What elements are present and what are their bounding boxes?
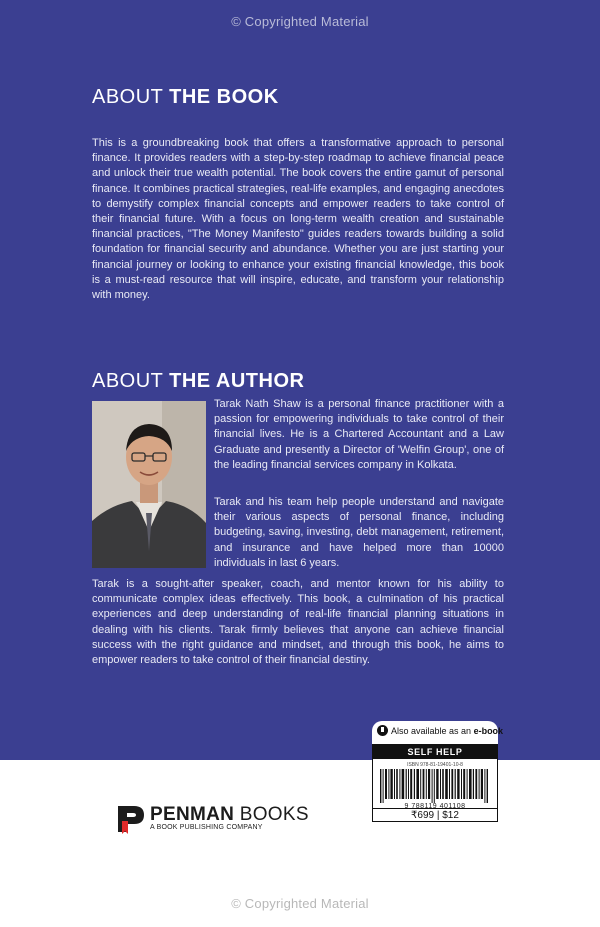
about-book-text: This is a groundbreaking book that offers a transformative approach to personal finance. It provides readers with a step-by-step roadmap to achieve financial peace and unlock their true wealth potential. The book covers the entire gamut of personal finance. It combines practical strategies, real-life examples, and engaging anecdotes to demystify complex financial concepts and empower readers to take control of their financial future. With a focus on long-term wealth creation and sustainable financial practices, "The Money Manifesto" guides readers towards building a solid foundation for financial security and abundance. Whether you are just starting your financial journey or looking to enhance your existing financial knowledge, this book is a must-read resource that will inspire, educate, and transform your relationship with money. bbox=[92, 137, 504, 302]
about-book-heading-light: ABOUT bbox=[92, 86, 164, 108]
ebook-availability-label bbox=[391, 726, 503, 736]
about-author-heading-light: ABOUT bbox=[92, 370, 164, 392]
about-book-heading-bold: THE BOOK bbox=[169, 86, 279, 108]
publisher-tagline: A BOOK PUBLISHING COMPANY bbox=[150, 824, 263, 831]
ebook-bold: e-book bbox=[473, 726, 504, 736]
author-photo bbox=[92, 401, 206, 568]
publisher-name-bold: PENMAN bbox=[150, 804, 235, 825]
about-author-heading-bold: THE AUTHOR bbox=[169, 370, 305, 392]
copyright-watermark-top: © Copyrighted Material bbox=[231, 14, 369, 29]
isbn-line: ISBN 978-81-19401-10-8 bbox=[407, 762, 463, 768]
author-bio-paragraph-1: Tarak Nath Shaw is a personal finance practitioner with a passion for empowering individuals to take control of their financial lives. He is a Chartered Accountant and a Law Graduate and presently a Director of 'Welfin Group', one of the leading financial services company in Kolkata. bbox=[214, 398, 504, 471]
penman-logo-icon bbox=[116, 804, 146, 834]
publisher-name bbox=[150, 804, 309, 826]
category-label: SELF HELP bbox=[373, 745, 497, 759]
download-icon bbox=[377, 725, 388, 736]
author-bio-paragraph-2: Tarak and his team help people understand and navigate their various aspects of personal finance, including budgeting, saving, investing, debt management, retirement, and insurance and have helped more than 10000 individuals in last 6 years. bbox=[214, 496, 504, 569]
ebook-prefix: Also available as an bbox=[391, 726, 474, 736]
price-label: ₹699 | $12 bbox=[373, 808, 497, 822]
isbn-digits: 9 788119 401108 bbox=[404, 803, 466, 810]
about-book-heading bbox=[92, 86, 279, 109]
copyright-watermark-bottom: © Copyrighted Material bbox=[231, 896, 369, 911]
author-bio-paragraph-3: Tarak is a sought-after speaker, coach, and mentor known for his ability to communicate complex ideas effectively. This book, a culmination of his practical experiences and deep understanding of real-life financial planning situations in dealing with his clients. Tarak firmly believes that anyone can achieve financial success with the right guidance and mindset, and through this book, he aims to empower readers to take control of their financial destiny. bbox=[92, 578, 504, 667]
publisher-name-light: BOOKS bbox=[234, 804, 309, 825]
about-author-heading bbox=[92, 370, 304, 393]
barcode-bars bbox=[380, 769, 492, 803]
